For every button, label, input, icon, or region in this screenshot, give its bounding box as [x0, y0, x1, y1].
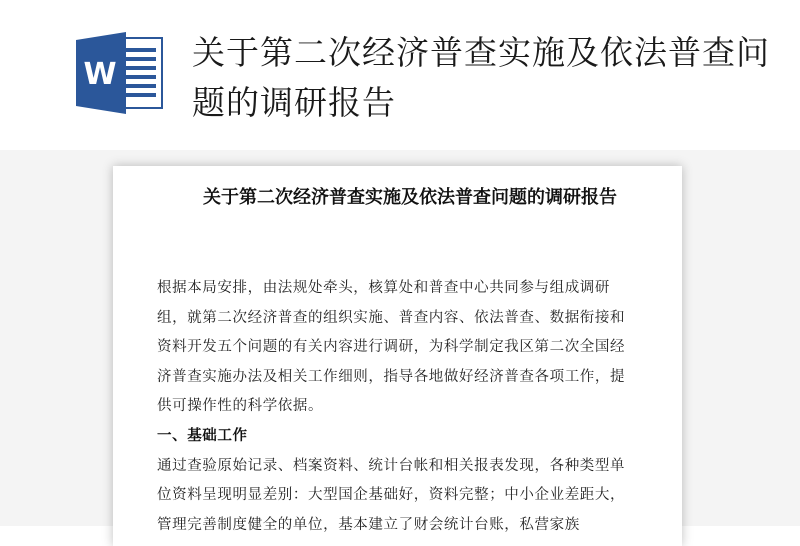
- document-body: [157, 274, 635, 540]
- section-heading: 一、基础工作: [157, 427, 248, 444]
- document-title: 关于第二次经济普查实施及依法普查问题的调研报告: [203, 187, 617, 208]
- paragraph-basic-work: 通过查验原始记录、档案资料、统计台帐和相关报表发现，各种类型单位资料呈现明显差别：大型国企基础好，资料完整；中小企业差距大，管理完善制度健全的单位，基本建立了财会统计台账，私营家族: [157, 457, 626, 533]
- page-title: 关于第二次经济普查实施及依法普查问题的调研报告: [192, 33, 770, 122]
- document-page: [113, 166, 682, 546]
- word-icon-letter: W: [83, 57, 117, 92]
- paragraph-intro: 根据本局安排，由法规处牵头，核算处和普查中心共同参与组成调研组，就第二次经济普查的组织实施、普查内容、依法普查、数据衔接和资料开发五个问题的有关内容进行调研，为科学制定我区第二次全国经济普查实施办法及相关工作细则，指导各地做好经济普查各项工作，提供可操作性的科学依据。: [157, 280, 626, 415]
- microsoft-word-icon: [76, 32, 164, 114]
